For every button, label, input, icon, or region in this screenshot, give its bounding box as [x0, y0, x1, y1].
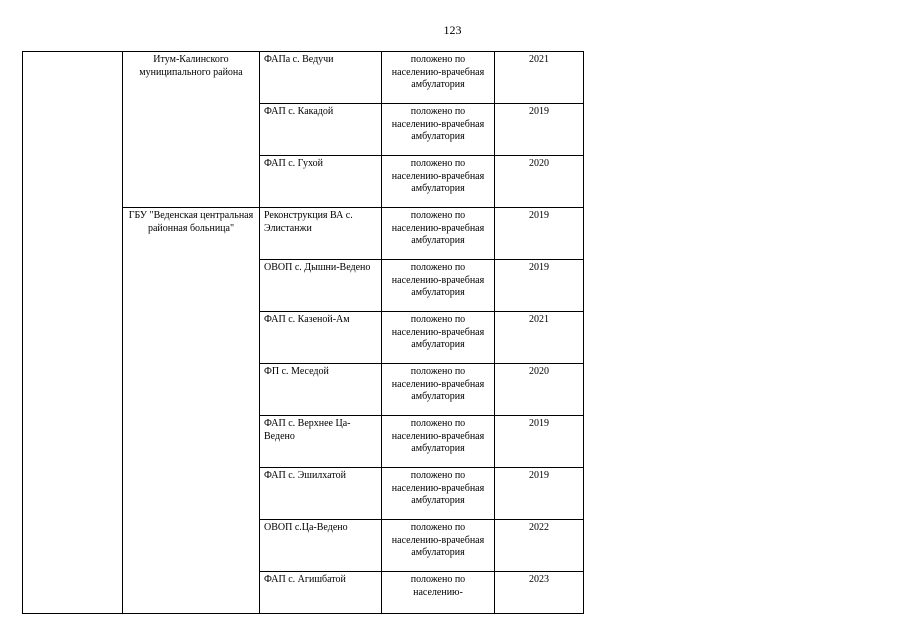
note-cell: положено по населению-врачебная амбулатория	[382, 312, 495, 364]
page-number: 123	[443, 23, 462, 37]
object-cell: Реконструкция ВА с. Элистанжи	[260, 208, 382, 260]
empty-first-column	[23, 52, 123, 614]
object-cell: ФАП с. Агишбатой	[260, 572, 382, 614]
object-cell: ФАП с. Какадой	[260, 104, 382, 156]
object-cell: ФАП с. Казеной-Ам	[260, 312, 382, 364]
year-cell: 2019	[495, 416, 584, 468]
document-table	[22, 51, 584, 614]
year-cell: 2021	[495, 312, 584, 364]
table-row	[23, 52, 584, 104]
year-cell: 2019	[495, 104, 584, 156]
object-cell: ФАП с. Гухой	[260, 156, 382, 208]
object-cell: ФП с. Меседой	[260, 364, 382, 416]
note-cell: положено по населению-врачебная амбулатория	[382, 468, 495, 520]
note-cell: положено по населению-врачебная амбулатория	[382, 416, 495, 468]
note-cell: положено по населению-врачебная амбулатория	[382, 364, 495, 416]
year-cell: 2020	[495, 156, 584, 208]
year-cell: 2019	[495, 260, 584, 312]
organization-cell: ГБУ "Веденская центральная районная больница"	[123, 208, 260, 614]
note-cell: положено по населению-врачебная амбулатория	[382, 520, 495, 572]
year-cell: 2019	[495, 468, 584, 520]
year-cell: 2019	[495, 208, 584, 260]
note-cell: положено по населению-врачебная амбулатория	[382, 104, 495, 156]
object-cell: ОВОП с. Дышни-Ведено	[260, 260, 382, 312]
object-cell: ОВОП с.Ца-Ведено	[260, 520, 382, 572]
object-cell: ФАП с. Эшилхатой	[260, 468, 382, 520]
object-cell: ФАП с. Верхнее Ца-Ведено	[260, 416, 382, 468]
year-cell: 2022	[495, 520, 584, 572]
note-cell: положено по населению-	[382, 572, 495, 614]
year-cell: 2021	[495, 52, 584, 104]
note-cell: положено по населению-врачебная амбулатория	[382, 52, 495, 104]
organization-cell: Итум-Калинского муниципального района	[123, 52, 260, 208]
note-cell: положено по населению-врачебная амбулатория	[382, 260, 495, 312]
object-cell: ФАПа с. Ведучи	[260, 52, 382, 104]
year-cell: 2020	[495, 364, 584, 416]
year-cell: 2023	[495, 572, 584, 614]
note-cell: положено по населению-врачебная амбулатория	[382, 208, 495, 260]
note-cell: положено по населению-врачебная амбулатория	[382, 156, 495, 208]
